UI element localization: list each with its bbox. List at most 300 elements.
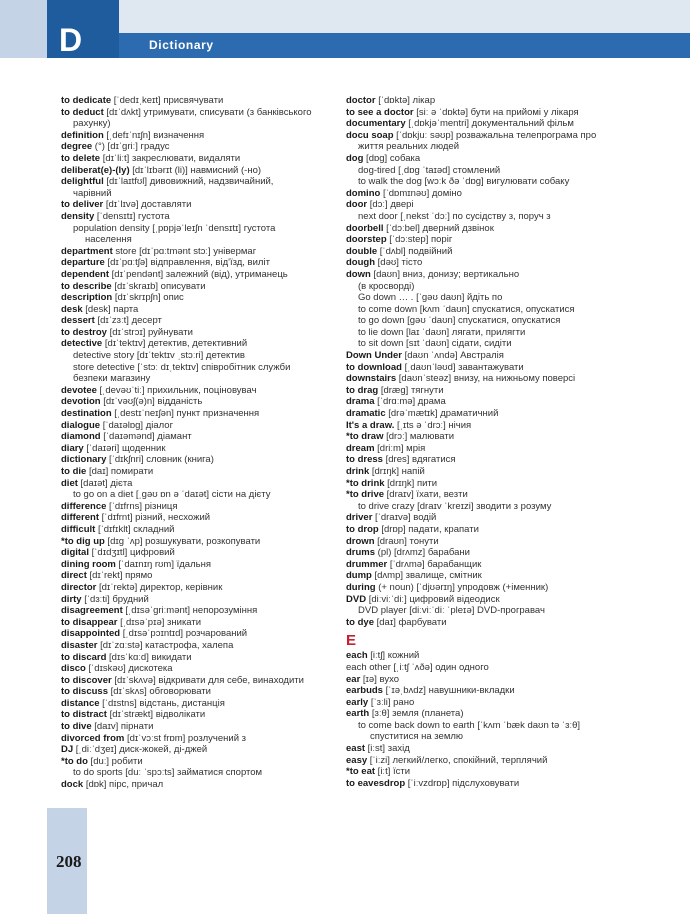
- headword: devotion: [61, 396, 101, 408]
- section-letter: D: [47, 0, 119, 58]
- entry-definition: [drɔː] малювати: [383, 431, 455, 443]
- entry-definition: [iːt] їсти: [375, 766, 411, 778]
- entry-definition: [dɪˈliːt] закреслювати, видаляти: [100, 152, 241, 164]
- headword: difficult: [61, 523, 96, 535]
- dictionary-entry: [346, 304, 636, 316]
- headword: different: [61, 512, 99, 524]
- headword: DVD: [346, 593, 367, 605]
- dictionary-entry: [346, 165, 636, 177]
- headword: diet: [61, 477, 78, 489]
- entry-definition: [ˈdɒktə] лікар: [375, 95, 436, 106]
- entry-definition: [dɪˈrektə] директор, керівник: [96, 581, 223, 593]
- entry-definition: [ˈdʌbl] подвійний: [377, 245, 453, 257]
- headword: earth: [346, 708, 370, 720]
- headword: disco: [61, 663, 86, 675]
- headword: door: [346, 199, 368, 211]
- entry-definition: (°) [dɪˈgriː] градус: [92, 141, 170, 153]
- entry-definition: [ˈdaɪnɪŋ rʊm] їдальня: [115, 558, 211, 570]
- headword: to discover: [61, 674, 112, 686]
- dictionary-entry: [61, 512, 333, 524]
- dictionary-entry: [346, 269, 636, 281]
- dictionary-entry: [61, 698, 333, 710]
- dictionary-entry: [61, 524, 333, 536]
- dictionary-entry: [346, 211, 636, 223]
- entry-definition: [dʌmp] звалище, смітник: [371, 570, 482, 582]
- headword: diamond: [61, 431, 101, 443]
- headword: dirty: [61, 593, 82, 605]
- entry-definition: [daʊnˈsteəz] внизу, на нижньому поверсі: [396, 373, 576, 385]
- entry-definition: [ˌdɪsəˈgriːmənt] непорозуміння: [122, 605, 258, 617]
- dictionary-entry: [61, 779, 333, 791]
- entry-definition: [daɪ] фарбувати: [373, 616, 447, 628]
- entry-definition: population density [ˌpɒpjəˈleɪʃn ˈdensɪtɪ] густота: [73, 222, 276, 234]
- dictionary-entry: [61, 663, 333, 675]
- dictionary-entry: [346, 396, 636, 408]
- entry-definition: [dres] вдягатися: [382, 454, 456, 466]
- headword: down: [346, 268, 371, 280]
- dictionary-entry: [346, 362, 636, 374]
- headword: *to drink: [346, 477, 385, 489]
- dictionary-entry: [346, 188, 636, 200]
- headword: to dedicate: [61, 95, 112, 106]
- entry-definition: (pl) [drʌmz] барабани: [375, 547, 470, 559]
- entry-definition: [dɪˈstrɔɪ] руйнувати: [106, 326, 193, 338]
- entry-definition: [ˈdedɪˌkeɪt] присвячувати: [111, 95, 224, 106]
- entry-definition: [dɪˈpendənt] залежний (від), утриманець: [109, 268, 288, 280]
- headword: digital: [61, 547, 89, 559]
- headword: to deduct: [61, 106, 104, 118]
- dictionary-entry: [61, 431, 333, 443]
- entry-definition: [dɒg] собака: [363, 152, 421, 164]
- headword: to download: [346, 361, 402, 373]
- entry-definition: [drɒp] падати, крапати: [378, 523, 479, 535]
- entry-definition: чарівний: [73, 187, 112, 199]
- headword: dessert: [61, 315, 95, 327]
- entry-definition: detective story [dɪˈtektɪv ˌstɔːri] детектив: [73, 350, 245, 362]
- dictionary-entry: [61, 559, 333, 571]
- entry-definition: to go down [gəʊ ˈdaʊn] спускатися, опускатися: [358, 315, 561, 327]
- dictionary-entry: [346, 685, 636, 697]
- headword: density: [61, 210, 95, 222]
- dictionary-entry: [61, 396, 333, 408]
- dictionary-entry: [346, 373, 636, 385]
- entry-definition: [iːtʃ] кожний: [367, 650, 420, 662]
- headword: earbuds: [346, 685, 383, 697]
- dictionary-entry: [346, 743, 636, 755]
- headword: detective: [61, 338, 103, 350]
- entry-definition: [ˈdɔːbel] дверний дзвінок: [383, 222, 494, 234]
- entry-definition: спуститися на землю: [370, 731, 464, 743]
- dictionary-entry: [61, 292, 333, 304]
- dictionary-entry: [61, 675, 333, 687]
- headword: dramatic: [346, 408, 386, 420]
- entry-definition: [ˌdɪsəˈpɪə] зникати: [117, 616, 202, 628]
- headword: departure: [61, 257, 105, 269]
- entry-definition: [ɜːθ] земля (планета): [369, 708, 464, 720]
- entry-definition: [dɪˈskʌs] обговорювати: [108, 686, 211, 698]
- entry-definition: [draɪv] їхати, везти: [384, 489, 468, 501]
- entry-definition: [ɪə] вухо: [360, 673, 400, 685]
- dictionary-entry: [61, 153, 333, 165]
- entry-definition: [ˈdɒmɪnəʊ] доміно: [380, 187, 462, 199]
- headword: each: [346, 650, 368, 662]
- dictionary-entry: [346, 650, 636, 662]
- dictionary-entry: [346, 420, 636, 432]
- dictionary-entry: [346, 443, 636, 455]
- headword: east: [346, 743, 366, 755]
- entry-definition: [ˌdɒkjəˈmentri] документальний фільм: [405, 118, 574, 130]
- entry-definition: to walk the dog [wɔːk ðə ˈdɒg] вигулювати собаку: [358, 176, 570, 188]
- entry-definition: to sit down [sɪt ˈdaʊn] сідати, сидіти: [358, 338, 512, 350]
- dictionary-entry: [346, 778, 636, 790]
- entry-definition: [daʊn ˈʌndə] Австралія: [401, 350, 504, 362]
- page-header: [0, 0, 690, 58]
- headword: to eavesdrop: [346, 777, 406, 789]
- entry-definition: [drəˈmætɪk] драматичний: [385, 408, 499, 420]
- headword: driver: [346, 512, 373, 524]
- headword: to dress: [346, 454, 383, 466]
- dictionary-entry: [346, 605, 636, 617]
- dictionary-entry: [61, 466, 333, 478]
- entry-definition: [dɪˈlɪbərɪt (li)] навмисний (-но): [129, 164, 262, 176]
- entry-definition: [ˈdɪfɪklt] складний: [95, 523, 175, 535]
- entry-definition: [dɪˈdʌkt] утримувати, списувати (з банківського: [103, 106, 312, 118]
- entry-definition: DVD player [diːviːˈdiː ˈpleɪə] DVD-програвач: [358, 605, 545, 617]
- headword: *to drive: [346, 489, 385, 501]
- entry-definition: (в кросворді): [358, 280, 415, 292]
- dictionary-entry: [346, 570, 636, 582]
- entry-definition: [daɪ] помирати: [86, 466, 154, 477]
- entry-definition: [ˈdɪstns] відстань, дистанція: [99, 697, 225, 709]
- dictionary-entry: [61, 478, 333, 490]
- headword: dining room: [61, 558, 116, 570]
- headword: drummer: [346, 558, 388, 570]
- entry-definition: [dɪˈvəʊʃ(ə)n] відданість: [100, 396, 203, 408]
- headword: doctor: [346, 95, 376, 106]
- dictionary-entry: [346, 234, 636, 246]
- headword: Down Under: [346, 350, 402, 362]
- headword: diary: [61, 442, 84, 454]
- dictionary-entry: [61, 454, 333, 466]
- dictionary-entry: [61, 234, 333, 246]
- dictionary-entry: [346, 141, 636, 153]
- dictionary-entry: [346, 95, 636, 107]
- dictionary-entry: [61, 709, 333, 721]
- dictionary-entry: [61, 141, 333, 153]
- entry-definition: to come back down to earth [ˈkʌm ˈbæk daʊn tə ˈɜːθ]: [358, 719, 581, 731]
- entry-definition: [dɔː] двері: [367, 199, 414, 211]
- headword: direct: [61, 570, 87, 582]
- headword: to distract: [61, 709, 107, 721]
- entry-definition: [draʊn] тонути: [374, 535, 439, 547]
- dictionary-entry: [346, 617, 636, 629]
- entry-definition: [ˈdɔːstep] поріг: [386, 234, 453, 246]
- headword: double: [346, 245, 378, 257]
- right-column: [346, 95, 636, 789]
- dictionary-entry: [346, 755, 636, 767]
- dictionary-entry: [346, 466, 636, 478]
- headword: during: [346, 581, 376, 593]
- entry-definition: [ˈdaɪəri] щоденник: [83, 442, 166, 454]
- entry-definition: [dɪˈzɑːstə] катастрофа, халепа: [97, 639, 234, 651]
- entry-definition: безпеки магазину: [73, 373, 151, 385]
- dictionary-entry: [61, 420, 333, 432]
- dictionary-entry: [61, 686, 333, 698]
- headword: department: [61, 245, 113, 257]
- dictionary-entry: [346, 153, 636, 165]
- entry-definition: [daɪət] дієта: [77, 477, 133, 489]
- dictionary-entry: [61, 176, 333, 188]
- dictionary-entry: [346, 350, 636, 362]
- entry-definition: to lie down [laɪ ˈdaʊn] лягати, прилягти: [358, 326, 526, 338]
- dictionary-entry: [346, 708, 636, 720]
- entry-definition: [iːst] захід: [365, 743, 410, 755]
- headword: distance: [61, 697, 100, 709]
- dictionary-entry: [61, 118, 333, 130]
- dictionary-entry: [61, 257, 333, 269]
- entry-definition: [ˈɪəˌbʌdz] навушники-вкладки: [382, 685, 515, 697]
- entry-definition: [siː ə ˈdɒktə] бути на прийомі у лікаря: [413, 106, 579, 118]
- headword: It's a draw.: [346, 419, 395, 431]
- entry-definition: [desk] парта: [82, 303, 139, 315]
- dictionary-entry: [61, 501, 333, 513]
- dictionary-entry: [61, 721, 333, 733]
- entry-definition: [dɪˈvɔːst frɒm] розлучений з: [124, 732, 247, 744]
- entry-definition: [daɪv] пірнати: [91, 721, 154, 733]
- headword: *to eat: [346, 766, 376, 778]
- entry-definition: [ˈiːvzdrɒp] підслуховувати: [405, 777, 520, 789]
- entry-definition: to go on a diet [ˌgəʊ ɒn ə ˈdaɪət] сісти на дієту: [73, 489, 271, 501]
- headword: ear: [346, 673, 361, 685]
- entry-definition: [daʊn] вниз, донизу; вертикально: [370, 268, 520, 280]
- dictionary-entry: [61, 767, 333, 779]
- headword: dock: [61, 779, 84, 791]
- page-number: 208: [56, 852, 82, 871]
- entry-definition: [ˈdrʌmə] барабанщик: [387, 558, 482, 570]
- dictionary-entry: [346, 720, 636, 732]
- dictionary-entry: [346, 731, 636, 743]
- dictionary-entry: [346, 257, 636, 269]
- headword: easy: [346, 754, 368, 766]
- dictionary-entry: [346, 292, 636, 304]
- dictionary-entry: [346, 118, 636, 130]
- dictionary-entry: [61, 211, 333, 223]
- dictionary-entry: [61, 304, 333, 316]
- dictionary-entry: [61, 605, 333, 617]
- headword: domino: [346, 187, 381, 199]
- headword: dialogue: [61, 419, 101, 431]
- entry-definition: [driːm] мрія: [374, 442, 426, 454]
- headword: to drag: [346, 384, 379, 396]
- dictionary-entry: [61, 373, 333, 385]
- headword: documentary: [346, 118, 406, 130]
- dictionary-entry: [346, 662, 636, 674]
- dictionary-entry: [61, 165, 333, 177]
- dictionary-entry: [346, 524, 636, 536]
- entry-definition: [ˈdɪfrnt] різний, несхожий: [99, 512, 211, 524]
- dictionary-entry: [61, 199, 333, 211]
- dictionary-entry: [346, 766, 636, 778]
- dictionary-entry: [61, 130, 333, 142]
- dictionary-entry: [346, 338, 636, 350]
- entry-definition: to drive crazy [draɪv ˈkreɪzi] зводити з розуму: [358, 500, 552, 512]
- headword: *to do: [61, 755, 88, 767]
- dictionary-entry: [61, 594, 333, 606]
- dictionary-entry: [346, 674, 636, 686]
- headword: destination: [61, 408, 112, 420]
- dictionary-entry: [61, 223, 333, 235]
- entry-definition: [dræg] тягнути: [378, 384, 444, 396]
- headword: delightful: [61, 176, 104, 188]
- dictionary-entry: [61, 489, 333, 501]
- entry-definition: [dɪˈskʌvə] відкривати для себе, винаходити: [111, 674, 304, 686]
- entry-definition: [dɪˈlaɪtfʊl] дивовижний, надзвичайний,: [103, 176, 274, 188]
- dictionary-entry: [61, 246, 333, 258]
- dictionary-entry: [61, 617, 333, 629]
- headword: deliberat(e)-(ly): [61, 164, 130, 176]
- headword: drums: [346, 547, 376, 559]
- entry-definition: [ˈiːzi] легкий/легко, спокійний, терплячий: [367, 754, 548, 766]
- entry-definition: [ˈdaɪəmənd] діамант: [100, 431, 192, 443]
- dictionary-entry: [346, 385, 636, 397]
- dictionary-entry: [346, 454, 636, 466]
- entry-definition: dog-tired [ˌdɒg ˈtaɪəd] стомлений: [358, 164, 501, 176]
- entry-definition: [duː] робити: [87, 755, 143, 767]
- dictionary-entry: [61, 327, 333, 339]
- entry-definition: [ˈdɪkʃnri] словник (книга): [106, 454, 214, 466]
- headword: desk: [61, 303, 83, 315]
- headword: divorced from: [61, 732, 125, 744]
- headword: dream: [346, 442, 375, 454]
- dictionary-entry: [61, 408, 333, 420]
- headword: director: [61, 581, 97, 593]
- headword: to dive: [61, 721, 92, 733]
- entry-definition: [dɪsˈkɑːd] викидати: [106, 651, 192, 663]
- headword: dog: [346, 152, 364, 164]
- entry-definition: [ˈdɒkjuː səʊp] розважальна телепрограма про: [393, 129, 597, 141]
- entry-definition: [dɒk] пірс, причал: [83, 779, 164, 791]
- dictionary-entry: [346, 489, 636, 501]
- headword: to discard: [61, 651, 107, 663]
- dictionary-entry: [61, 744, 333, 756]
- dictionary-entry: [346, 176, 636, 188]
- headword: to die: [61, 466, 87, 477]
- headword: disagreement: [61, 605, 123, 617]
- page-title: Dictionary: [149, 38, 214, 52]
- entry-definition: [ˈdɪskəʊ] дискотека: [85, 663, 173, 675]
- entry-definition: [ˈdɜːti] брудний: [81, 593, 149, 605]
- headword: to deliver: [61, 199, 104, 211]
- headword: drama: [346, 396, 375, 408]
- headword: degree: [61, 141, 93, 153]
- entry-definition: [ˈɜːli] рано: [368, 696, 415, 708]
- entry-definition: [dɪˈzɜːt] десерт: [94, 315, 162, 327]
- entry-definition: [dɪˈskrɪpʃn] опис: [112, 292, 184, 304]
- headword: dough: [346, 257, 376, 269]
- dictionary-entry: [61, 315, 333, 327]
- dictionary-entry: [61, 269, 333, 281]
- dictionary-entry: [61, 582, 333, 594]
- dictionary-entry: [61, 640, 333, 652]
- entry-definition: [ˌdɪsəˈpɔɪntɪd] розчарований: [120, 628, 248, 640]
- dictionary-entry: [346, 559, 636, 571]
- dictionary-entry: [61, 350, 333, 362]
- entry-definition: next door [ˌnekst ˈdɔː] по сусідству з, поруч з: [358, 210, 551, 222]
- headword: DJ: [61, 744, 74, 756]
- entry-definition: [dɪˈpɑːtʃə] відправлення, від'їзд, виліт: [104, 257, 270, 269]
- entry-definition: [ˈdaɪəlɒg] діалог: [100, 419, 174, 431]
- headword: to destroy: [61, 326, 107, 338]
- entry-definition: [diːviːˈdiː] цифровий відеодиск: [366, 593, 500, 605]
- headword: early: [346, 696, 369, 708]
- headword: disaster: [61, 639, 98, 651]
- entry-definition: [ˌdestɪˈneɪʃən] пункт призначення: [111, 408, 260, 420]
- dictionary-entry: [346, 281, 636, 293]
- entry-definition: [ˌɪts ə ˈdrɔː] нічия: [394, 419, 472, 431]
- headword: *to dig up: [61, 535, 105, 547]
- dictionary-entry: [61, 338, 333, 350]
- dictionary-entry: [61, 95, 333, 107]
- entry-definition: (+ noun) [ˈdjʊərɪŋ] упродовж (+іменник): [375, 581, 549, 593]
- dictionary-entry: [346, 107, 636, 119]
- headword: to see a doctor: [346, 106, 414, 118]
- headword: to drop: [346, 523, 379, 535]
- dictionary-entry: [61, 547, 333, 559]
- entry-definition: життя реальних людей: [358, 141, 460, 153]
- dictionary-entry: [61, 281, 333, 293]
- headword: description: [61, 292, 113, 304]
- dictionary-entry: [346, 431, 636, 443]
- entry-definition: store [dɪˈpɑːtmənt stɔː] універмаг: [112, 245, 257, 257]
- entry-definition: to do sports [duː ˈspɔːts] займатися спортом: [73, 767, 263, 779]
- dictionary-entry: [346, 223, 636, 235]
- headword: drown: [346, 535, 375, 547]
- dictionary-entry: [346, 408, 636, 420]
- dictionary-entry: [346, 478, 636, 490]
- dictionary-entry: [61, 362, 333, 374]
- entry-definition: [ˌdefɪˈnɪʃn] визначення: [103, 129, 205, 141]
- entry-definition: [drɪŋk] пити: [384, 477, 438, 489]
- headword: definition: [61, 129, 104, 141]
- headword: dependent: [61, 268, 110, 280]
- entry-definition: [ˈdensɪtɪ] густота: [94, 210, 170, 222]
- dictionary-entry: [346, 547, 636, 559]
- entry-definition: [dɪˈrekt] прямо: [86, 570, 153, 582]
- dictionary-entry: [61, 443, 333, 455]
- left-column: [61, 95, 333, 791]
- entry-definition: each other [ˌiːtʃ ˈʌðə] один одного: [346, 661, 489, 673]
- dictionary-entry: [346, 315, 636, 327]
- dictionary-entry: [346, 199, 636, 211]
- entry-definition: [dəʊ] тісто: [375, 257, 423, 269]
- headword: devotee: [61, 384, 97, 396]
- entry-definition: [drɪŋk] напій: [369, 466, 425, 477]
- entry-definition: [dɪg ˈʌp] розшукувати, розкопувати: [104, 535, 261, 547]
- headword: to describe: [61, 280, 112, 292]
- entry-definition: [dɪˈstrækt] відволікати: [106, 709, 206, 721]
- headword: drink: [346, 466, 370, 477]
- headword: downstairs: [346, 373, 397, 385]
- entry-definition: [dɪˈskraɪb] описувати: [111, 280, 206, 292]
- headword: to discuss: [61, 686, 108, 698]
- dictionary-entry: [346, 327, 636, 339]
- entry-definition: [ˈdɪfrns] різниця: [106, 500, 178, 512]
- dictionary-entry: [346, 536, 636, 548]
- entry-definition: рахунку): [73, 118, 111, 130]
- entry-definition: Go down … . [ˈgəʊ daʊn] йдіть по: [358, 292, 503, 304]
- headword: to delete: [61, 152, 101, 164]
- dictionary-entry: [61, 385, 333, 397]
